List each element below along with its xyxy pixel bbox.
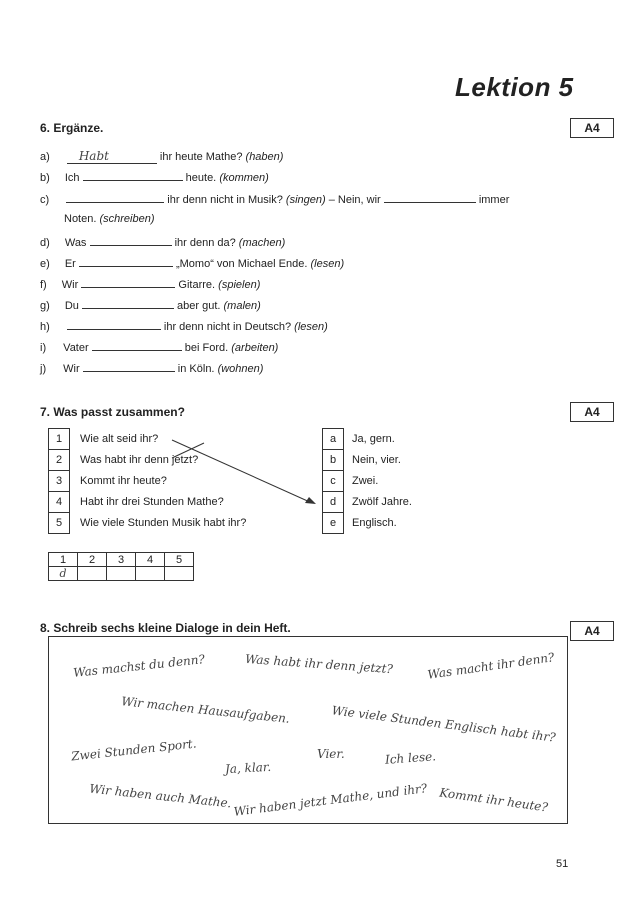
ex6-heading: 6. Ergänze.	[40, 121, 104, 135]
grid-answer[interactable]	[136, 567, 165, 581]
item-text: ihr denn nicht in Musik?	[167, 194, 283, 206]
grid-head: 4	[136, 553, 165, 567]
grid-answer[interactable]	[107, 567, 136, 581]
item-text: ihr denn da?	[174, 237, 236, 249]
item-hint: (malen)	[223, 300, 261, 312]
item-letter: d)	[40, 237, 50, 249]
page-number: 51	[556, 858, 569, 870]
item-hint: (lesen)	[294, 321, 328, 333]
item-pre: Wir	[61, 279, 79, 291]
item-hint: (schreiben)	[99, 213, 155, 225]
item-letter: g)	[40, 300, 50, 312]
item-pre: Du	[64, 300, 79, 312]
grid-answer[interactable]: d	[49, 567, 78, 581]
grid-head: 2	[78, 553, 107, 567]
item-letter: c)	[40, 194, 50, 206]
item-text: Gitarre.	[178, 279, 216, 291]
item-text: heute.	[185, 172, 217, 184]
dialogue-phrase: Ich lese.	[384, 749, 437, 767]
answer-grid	[48, 552, 194, 581]
dialogue-phrase: Was macht ihr denn?	[426, 650, 556, 682]
question-number: 1	[49, 429, 70, 450]
item-text: bei Ford.	[184, 342, 229, 354]
item-tail: – Nein, wir	[328, 194, 381, 206]
item-hint: (lesen)	[310, 258, 345, 270]
question-text: Was habt ihr denn jetzt?	[80, 454, 199, 466]
grid-head: 3	[107, 553, 136, 567]
grid-answer[interactable]	[78, 567, 107, 581]
dialogue-phrase: Zwei Stunden Sport.	[70, 736, 198, 764]
question-text: Wie viele Stunden Musik habt ihr?	[80, 517, 247, 529]
dialogue-phrase: Wir machen Hausaufgaben.	[120, 694, 291, 726]
item-letter: i)	[40, 342, 47, 354]
answer-letter: c	[323, 471, 344, 492]
answer-letter: d	[323, 492, 344, 513]
answer-text: Nein, vier.	[352, 454, 401, 466]
answer-letter: a	[323, 429, 344, 450]
item-letter: b)	[40, 172, 50, 184]
item-pre: Ich	[64, 172, 80, 184]
answer-letter: b	[323, 450, 344, 471]
item-pre: Noten.	[64, 213, 97, 225]
answer-text: Englisch.	[352, 517, 397, 529]
item-hint: (singen)	[285, 194, 326, 206]
answer-text: Zwölf Jahre.	[352, 496, 412, 508]
dialogue-phrase: Wir haben auch Mathe.	[88, 781, 233, 811]
dialogue-phrase: Was habt ihr denn jetzt?	[244, 651, 394, 677]
item-text: ihr heute Mathe?	[159, 151, 243, 163]
item-letter: h)	[40, 321, 50, 333]
question-number: 2	[49, 450, 70, 471]
item-hint: (spielen)	[218, 279, 261, 291]
answer-letter: e	[323, 513, 344, 534]
dialogue-box	[48, 636, 568, 824]
question-text: Habt ihr drei Stunden Mathe?	[80, 496, 224, 508]
item-hint: (arbeiten)	[231, 342, 279, 354]
item-text: ihr denn nicht in Deutsch?	[163, 321, 292, 333]
item-letter: j)	[40, 363, 47, 375]
item-letter: e)	[40, 258, 50, 270]
answer-text: Habt	[78, 149, 109, 163]
dialogue-phrase: Was machst du denn?	[72, 652, 206, 680]
question-number: 3	[49, 471, 70, 492]
dialogue-phrase: Kommt ihr heute?	[438, 785, 549, 815]
ex8-badge: A4	[570, 621, 614, 641]
question-text: Wie alt seid ihr?	[80, 433, 159, 445]
answer-text: Zwei.	[352, 475, 379, 487]
item-tail2: immer	[478, 194, 510, 206]
item-text: „Momo“ von Michael Ende.	[175, 258, 308, 270]
grid-head: 5	[165, 553, 194, 567]
item-text: aber gut.	[177, 300, 221, 312]
item-hint: (wohnen)	[217, 363, 264, 375]
answer-text: Ja, gern.	[352, 433, 395, 445]
question-number: 4	[49, 492, 70, 513]
item-letter: f)	[40, 279, 47, 291]
item-pre: Wir	[63, 363, 80, 375]
item-pre: Was	[64, 237, 87, 249]
ex7-badge: A4	[570, 402, 614, 422]
item-hint: (kommen)	[219, 172, 269, 184]
dialogue-phrase: Wir haben jetzt Mathe, und ihr?	[232, 781, 428, 819]
item-hint: (machen)	[238, 237, 286, 249]
dialogue-phrase: Wie viele Stunden Englisch habt ihr?	[330, 703, 557, 745]
ex7-heading: 7. Was passt zusammen?	[40, 405, 185, 419]
item-letter: a)	[40, 151, 50, 163]
grid-head: 1	[49, 553, 78, 567]
dialogue-phrase: Ja, klar.	[224, 759, 272, 777]
question-number: 5	[49, 513, 70, 534]
item-text: in Köln.	[177, 363, 215, 375]
ex6-badge: A4	[570, 118, 614, 138]
item-hint: (haben)	[245, 151, 284, 163]
question-text: Kommt ihr heute?	[80, 475, 167, 487]
page-title: Lektion 5	[455, 72, 574, 102]
item-pre: Er	[64, 258, 76, 270]
item-pre: Vater	[63, 342, 89, 354]
ex8-heading: 8. Schreib sechs kleine Dialoge in dein Heft.	[40, 621, 291, 635]
grid-answer[interactable]	[165, 567, 194, 581]
dialogue-phrase: Vier.	[317, 747, 345, 761]
